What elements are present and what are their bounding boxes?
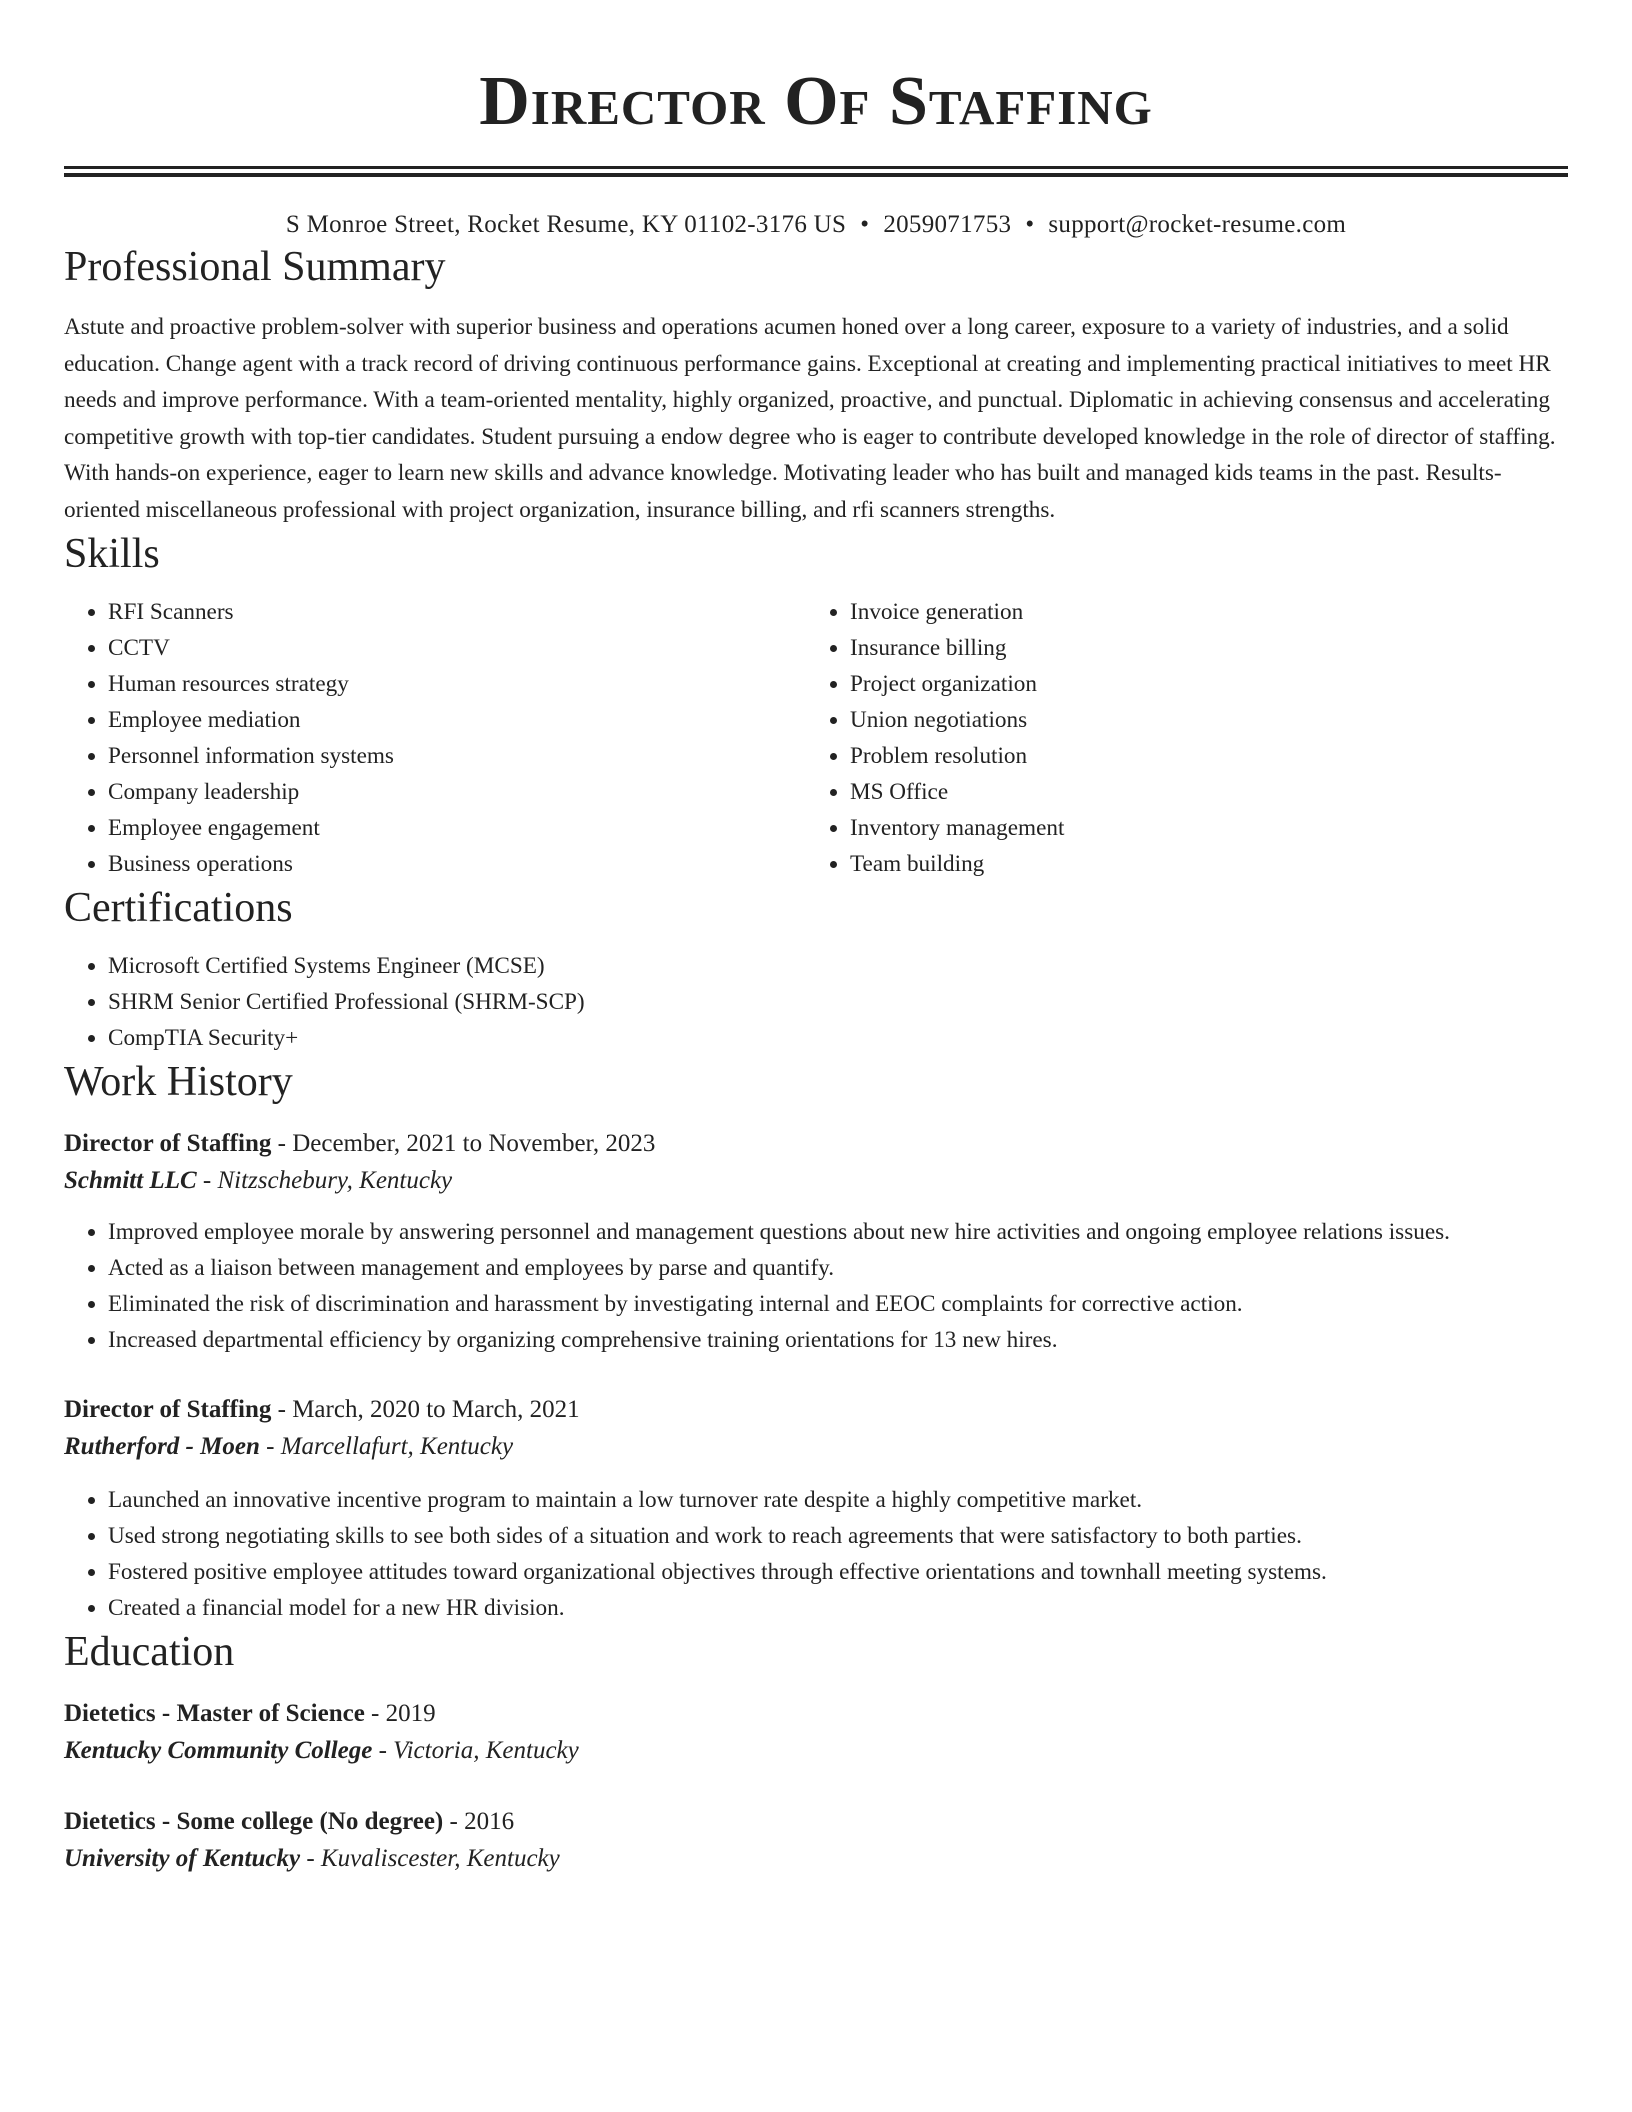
skills-heading: Skills xyxy=(64,531,160,577)
contact-phone: 2059071753 xyxy=(883,211,1012,238)
education-school-line xyxy=(64,1732,1568,1770)
job-bullet: • Improved employee morale by answering personnel and management questions about new hire activities and ongoing employee relations issues. xyxy=(108,1214,1568,1250)
job-bullet: • Increased departmental efficiency by organizing comprehensive training orientations for 13 new hires. xyxy=(108,1322,1568,1358)
education-year: - 2019 xyxy=(364,1700,436,1727)
job-position: Director of Staffing xyxy=(64,1396,272,1423)
job-bullets xyxy=(64,1482,1568,1626)
contact-line xyxy=(64,209,1568,241)
summary-heading: Professional Summary xyxy=(64,244,446,290)
job-location: - Nitzschebury, Kentucky xyxy=(196,1167,453,1194)
job-bullet: • Acted as a liaison between management and employees by parse and quantify. xyxy=(108,1250,1568,1286)
job-entry xyxy=(64,1126,1568,1358)
certification-item: • Microsoft Certified Systems Engineer (MCSE) xyxy=(108,948,1568,984)
certifications-heading: Certifications xyxy=(64,885,293,931)
job-bullet: • Used strong negotiating skills to see both sides of a situation and work to reach agreements that were satisfactory to both parties. xyxy=(108,1518,1568,1554)
skill-item: • Employee mediation xyxy=(108,702,806,738)
job-bullet: • Fostered positive employee attitudes toward organizational objectives through effective orientations and townhall meeting systems. xyxy=(108,1554,1568,1590)
education-degree: Dietetics - Some college (No degree) xyxy=(64,1808,444,1835)
skill-item: • Problem resolution xyxy=(850,738,1548,774)
job-company-line xyxy=(64,1428,1568,1466)
education-entry xyxy=(64,1696,1568,1770)
education-year: - 2016 xyxy=(443,1808,515,1835)
education-location: - Victoria, Kentucky xyxy=(372,1737,579,1764)
job-entry xyxy=(64,1392,1568,1626)
contact-email: support@rocket-resume.com xyxy=(1048,211,1347,238)
certification-item: • CompTIA Security+ xyxy=(108,1020,1568,1056)
job-bullet: • Created a financial model for a new HR division. xyxy=(108,1590,1568,1626)
certification-item: • SHRM Senior Certified Professional (SHRM-SCP) xyxy=(108,984,1568,1020)
skill-item: • Insurance billing xyxy=(850,630,1548,666)
skill-item: • Project organization xyxy=(850,666,1548,702)
education-degree: Dietetics - Master of Science xyxy=(64,1700,365,1727)
contact-address: S Monroe Street, Rocket Resume, KY 01102-3176 US xyxy=(285,211,847,238)
skill-item: • MS Office xyxy=(850,774,1548,810)
resume-name: Director Of Staffing xyxy=(479,63,1153,140)
skill-item: • Employee engagement xyxy=(108,810,806,846)
education-school-line xyxy=(64,1840,1568,1878)
skills-grid xyxy=(64,594,1568,882)
skills-list-right xyxy=(806,594,1548,882)
job-location: - Marcellafurt, Kentucky xyxy=(259,1433,514,1460)
job-company: Schmitt LLC xyxy=(64,1167,197,1194)
work-history-heading: Work History xyxy=(64,1059,293,1105)
skills-column-right xyxy=(806,594,1548,882)
job-dates: - March, 2020 to March, 2021 xyxy=(271,1396,580,1423)
job-title-line xyxy=(64,1126,1568,1162)
job-bullets xyxy=(64,1214,1568,1358)
contact-separator: • xyxy=(860,211,870,238)
education-entry xyxy=(64,1804,1568,1878)
job-company-line xyxy=(64,1162,1568,1200)
skill-item: • Personnel information systems xyxy=(108,738,806,774)
header-double-rule xyxy=(64,166,1568,177)
skill-item: • Union negotiations xyxy=(850,702,1548,738)
job-bullet: • Launched an innovative incentive program to maintain a low turnover rate despite a highly competitive market. xyxy=(108,1482,1568,1518)
skill-item: • Business operations xyxy=(108,846,806,882)
summary-text: Astute and proactive problem-solver with superior business and operations acumen honed over a long career, exposure to a variety of industries, and a solid education. Change agent with a track record of driving continuous performance gains. Exceptional at creating and implementing practical initiatives to meet HR needs and improve performance. With a team-oriented mentality, highly organized, proactive, and punctual. Diplomatic in achieving consensus and accelerating competitive growth with top-tier candidates. Student pursuing a endow degree who is eager to contribute developed knowledge in the role of director of staffing. With hands-on experience, eager to learn new skills and advance knowledge. Motivating leader who has built and managed kids teams in the past. Results-oriented miscellaneous professional with project organization, insurance billing, and rfi scanners strengths. xyxy=(64,314,1556,523)
education-degree-line xyxy=(64,1696,1568,1732)
job-position: Director of Staffing xyxy=(64,1130,272,1157)
skills-column-left xyxy=(64,594,806,882)
job-dates: - December, 2021 to November, 2023 xyxy=(271,1130,656,1157)
skill-item: • Company leadership xyxy=(108,774,806,810)
skill-item: • RFI Scanners xyxy=(108,594,806,630)
education-degree-line xyxy=(64,1804,1568,1840)
skill-item: • Inventory management xyxy=(850,810,1548,846)
skill-item: • Team building xyxy=(850,846,1548,882)
skills-list-left xyxy=(64,594,806,882)
education-school: University of Kentucky xyxy=(64,1845,301,1872)
education-location: - Kuvaliscester, Kentucky xyxy=(300,1845,560,1872)
job-company: Rutherford - Moen xyxy=(64,1433,260,1460)
education-school: Kentucky Community College xyxy=(64,1737,373,1764)
job-bullet: • Eliminated the risk of discrimination and harassment by investigating internal and EEOC complaints for corrective action. xyxy=(108,1286,1568,1322)
skill-item: • Invoice generation xyxy=(850,594,1548,630)
skill-item: • Human resources strategy xyxy=(108,666,806,702)
job-title-line xyxy=(64,1392,1568,1428)
contact-separator: • xyxy=(1025,211,1035,238)
education-heading: Education xyxy=(64,1629,235,1675)
skill-item: • CCTV xyxy=(108,630,806,666)
certifications-list xyxy=(64,948,1568,1056)
